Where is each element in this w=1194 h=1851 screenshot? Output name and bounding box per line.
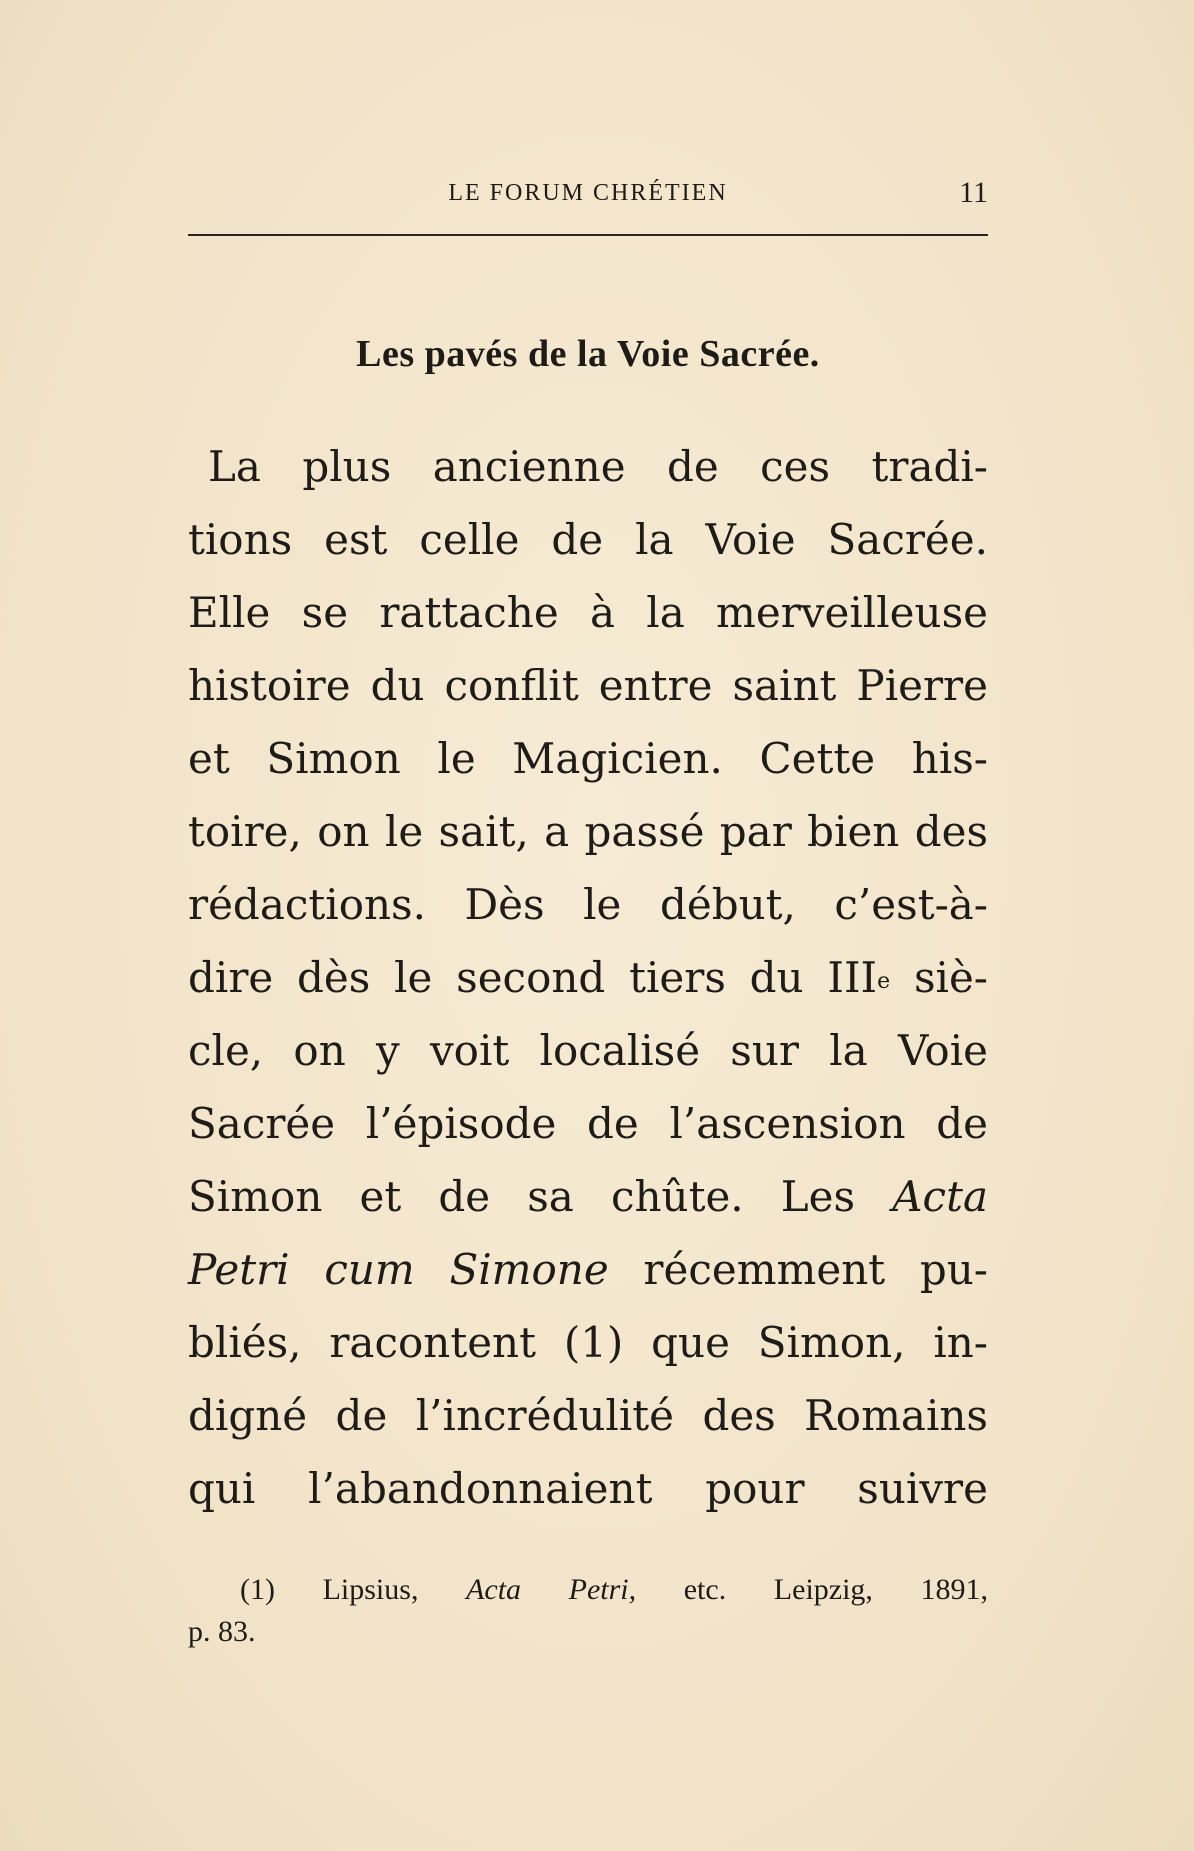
body-line: Elle se rattache à la merveilleuse (188, 588, 988, 637)
body-line: qui l’abandonnaient pour suivre (188, 1464, 988, 1513)
body-text-segment: Simon et de sa chûte. Les (188, 1172, 856, 1221)
body-line-with-superscript (188, 941, 988, 1014)
body-line: La plus ancienne de ces tradi- (208, 442, 988, 491)
footnote (188, 1569, 988, 1653)
body-line: toire, on le sait, a passé par bien des (188, 807, 988, 856)
section-heading: Les pavés de la Voie Sacrée. (356, 333, 820, 375)
body-line: rédactions. Dès le début, c’est-à- (188, 880, 988, 929)
body-line: tions est celle de la Voie Sacrée. (188, 515, 988, 564)
body-line-with-italic (188, 1160, 988, 1233)
running-head (188, 176, 988, 224)
footnote-rest: etc. Leipzig, 1891, (683, 1573, 989, 1606)
body-line-with-italic (188, 1233, 988, 1306)
body-line: Sacrée l’épisode de l’ascension de (188, 1099, 988, 1148)
running-title: LE FORUM CHRÉTIEN (448, 180, 728, 206)
body-line: digné de l’incrédulité des Romains (188, 1391, 988, 1440)
roman-numeral: III (827, 953, 878, 1002)
body-line: cle, on y voit localisé sur la Voie (188, 1026, 988, 1075)
page-number: 11 (959, 176, 988, 209)
italic-title: Acta (892, 1172, 988, 1221)
body-text-segment: récemment pu- (608, 1245, 988, 1294)
body-line: histoire du conflit entre saint Pierre (188, 661, 988, 710)
footnote-title: Acta Petri, (466, 1573, 637, 1606)
superscript-e: e (877, 969, 891, 994)
body-text (188, 430, 988, 1525)
footnote-author: Lipsius, (322, 1573, 419, 1606)
italic-title: Petri cum Simone (188, 1245, 609, 1294)
body-text-segment: dire dès le second tiers du (188, 953, 804, 1002)
body-text-segment: siè- (890, 953, 988, 1002)
body-line: bliés, racontent (1) que Simon, in- (188, 1318, 988, 1367)
header-rule (188, 234, 988, 236)
page (188, 176, 989, 1653)
footnote-line (188, 1569, 988, 1611)
body-line: et Simon le Magicien. Cette his- (188, 734, 988, 783)
footnote-page: p. 83. (188, 1615, 256, 1648)
footnote-marker: (1) (240, 1573, 275, 1606)
